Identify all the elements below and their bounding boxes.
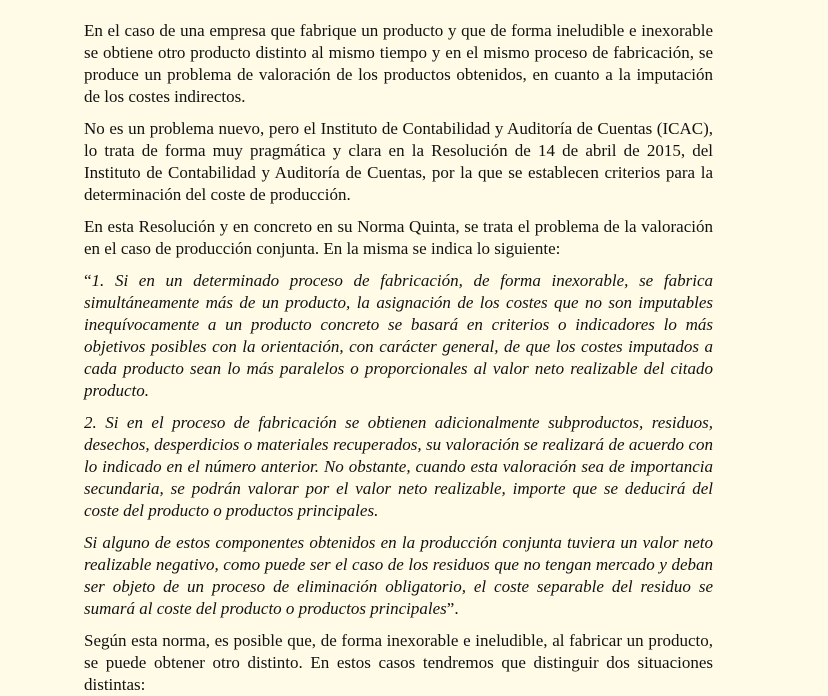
norma-quinta-paragraph: En esta Resolución y en concreto en su Norma Quinta, se trata el problema de la valoración en el caso de producción conjunta. En la misma se indica lo siguiente:: [84, 217, 713, 258]
quote-item-1: [84, 270, 713, 402]
quote-item-2: 2. Si en el proceso de fabricación se obtienen adicionalmente subproductos, residuos, desechos, desperdicios o materiales recuperados, su valoración se realizará de acuerdo con lo indicado en el número anterior. No obstante, cuando esta valoración sea de importancia secundaria, se podrán valorar por el valor neto realizable, importe que se deducirá del coste del producto o productos principales.: [84, 413, 713, 520]
quote-item-3-text: Si alguno de estos componentes obtenidos en la producción conjunta tuviera un valor neto realizable negativo, como puede ser el caso de los residuos que no tengan mercado y deban ser objeto de un proceso de eliminación obligatorio, el coste separable del residuo se sumará al coste del producto o productos principales: [84, 533, 713, 618]
intro-paragraph: En el caso de una empresa que fabrique un producto y que de forma ineludible e inexorable se obtiene otro producto distinto al mismo tiempo y en el mismo proceso de fabricación, se produce un problema de valoración de los productos obtenidos, en cuanto a la imputación de los costes indirectos.: [84, 21, 713, 106]
closing-paragraph: Según esta norma, es posible que, de forma inexorable e ineludible, al fabricar un producto, se puede obtener otro distinto. En estos casos tendremos que distinguir dos situaciones distintas:: [84, 631, 713, 694]
quote-item-1-text: 1. Si en un determinado proceso de fabricación, de forma inexorable, se fabrica simultáneamente más de un producto, la asignación de los costes que no son imputables inequívocamente a un producto concreto se basará en criterios o indicadores lo más objetivos posibles con la orientación, con carácter general, de que los costes imputados a cada producto sean lo más paralelos o proporcionales al valor neto realizable del citado producto.: [84, 271, 713, 400]
quote-close-mark: ”.: [446, 599, 459, 618]
quote-item-3: [84, 532, 713, 620]
icac-paragraph: No es un problema nuevo, pero el Instituto de Contabilidad y Auditoría de Cuentas (ICAC), lo trata de forma muy pragmática y clara en la Resolución de 14 de abril de 2015, del Instituto de Contabilidad y Auditoría de Cuentas, por la que se establecen criterios para la determinación del coste de producción.: [84, 119, 713, 204]
quote-open-mark: “: [84, 271, 92, 290]
